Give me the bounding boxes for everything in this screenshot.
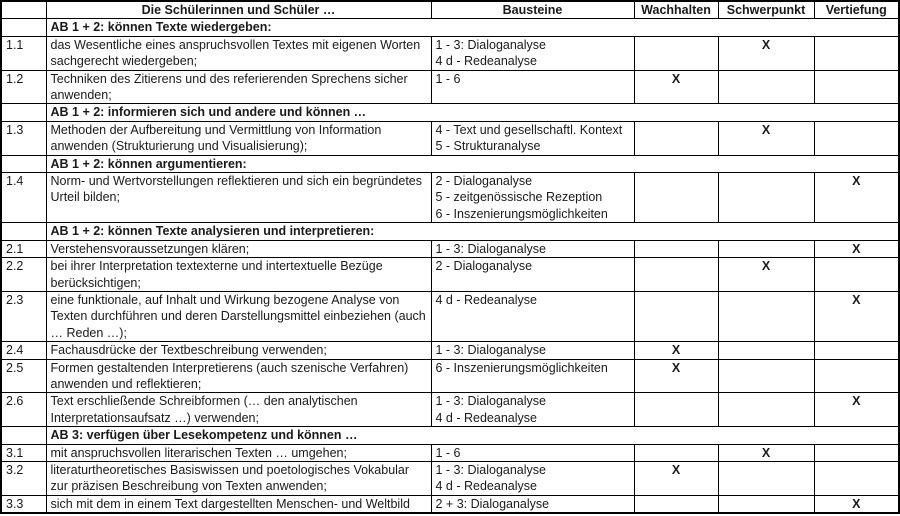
baustein-line: 2 - Dialoganalyse [435, 174, 533, 189]
row-number: 2.4 [1, 342, 46, 359]
schwerpunkt-mark [718, 359, 814, 393]
schwerpunkt-mark [718, 495, 814, 513]
header-wachhalten: Wachhalten [634, 1, 718, 19]
row-number: 2.6 [1, 393, 46, 427]
row-description: sich mit dem in einem Text dargestellten Menschen- und Weltbild [46, 495, 431, 513]
bausteine-cell [431, 495, 634, 513]
row-number: 3.1 [1, 444, 46, 461]
table-row [1, 291, 899, 341]
row-number: 3.3 [1, 495, 46, 513]
bausteine-cell [431, 70, 634, 104]
vertiefung-mark [814, 359, 899, 393]
vertiefung-mark: X [814, 393, 899, 427]
baustein-line: 6 - Inszenierungsmöglichkeiten [435, 206, 608, 221]
baustein-line: 2 - Dialoganalyse [435, 259, 533, 274]
section-number-cell [1, 104, 46, 121]
baustein-line: 1 - 3: Dialoganalyse [435, 462, 546, 477]
vertiefung-mark [814, 121, 899, 155]
bausteine-cell [431, 258, 634, 292]
table-row [1, 173, 899, 223]
baustein-line: 1 - 3: Dialoganalyse [435, 343, 546, 358]
baustein-line: 1 - 6 [435, 71, 461, 86]
wachhalten-mark [634, 240, 718, 257]
row-number: 1.1 [1, 36, 46, 70]
section-row [1, 155, 899, 172]
wachhalten-mark [634, 121, 718, 155]
baustein-line: 1 - 3: Dialoganalyse [435, 241, 546, 256]
wachhalten-mark [634, 291, 718, 341]
row-description: Methoden der Aufbereitung und Vermittlung von Information anwenden (Strukturierung und Visualisierung); [46, 121, 431, 155]
schwerpunkt-mark [718, 240, 814, 257]
baustein-line: 4 - Text und gesellschaftl. Kontext [435, 122, 623, 137]
vertiefung-mark [814, 444, 899, 461]
table-row [1, 121, 899, 155]
bausteine-cell [431, 444, 634, 461]
baustein-line: 2 + 3: Dialoganalyse [435, 496, 550, 511]
vertiefung-mark: X [814, 495, 899, 513]
table-row [1, 342, 899, 359]
table-row [1, 444, 899, 461]
bausteine-cell [431, 173, 634, 223]
row-description: Techniken des Zitierens und des referierenden Sprechens sicher anwenden; [46, 70, 431, 104]
table-row [1, 495, 899, 513]
row-number: 3.2 [1, 461, 46, 495]
wachhalten-mark [634, 173, 718, 223]
wachhalten-mark: X [634, 461, 718, 495]
bausteine-cell [431, 342, 634, 359]
section-label: AB 1 + 2: informieren sich und andere und können … [46, 104, 899, 121]
bausteine-cell [431, 240, 634, 257]
wachhalten-mark [634, 444, 718, 461]
header-row [1, 1, 899, 19]
baustein-line: 4 d - Redeanalyse [435, 479, 537, 494]
row-number: 2.1 [1, 240, 46, 257]
section-number-cell [1, 427, 46, 444]
vertiefung-mark: X [814, 173, 899, 223]
bausteine-cell [431, 291, 634, 341]
baustein-line: 1 - 3: Dialoganalyse [435, 37, 546, 52]
row-number: 2.5 [1, 359, 46, 393]
schwerpunkt-mark [718, 291, 814, 341]
baustein-line: 5 - zeitgenössische Rezeption [435, 190, 603, 205]
schwerpunkt-mark [718, 393, 814, 427]
wachhalten-mark: X [634, 342, 718, 359]
section-row [1, 19, 899, 36]
bausteine-cell [431, 359, 634, 393]
row-number: 2.2 [1, 258, 46, 292]
baustein-line: 5 - Strukturanalyse [435, 139, 541, 154]
table-row [1, 359, 899, 393]
section-number-cell [1, 155, 46, 172]
wachhalten-mark [634, 258, 718, 292]
header-bausteine: Bausteine [431, 1, 634, 19]
vertiefung-mark [814, 258, 899, 292]
row-description: Verstehensvoraussetzungen klären; [46, 240, 431, 257]
row-description: Norm- und Wertvorstellungen reflektieren und sich ein begründetes Urteil bilden; [46, 173, 431, 223]
table-row [1, 36, 899, 70]
wachhalten-mark [634, 495, 718, 513]
section-label: AB 1 + 2: können Texte wiedergeben: [46, 19, 899, 36]
header-number-cell [1, 1, 46, 19]
schwerpunkt-mark: X [718, 258, 814, 292]
header-vertiefung: Vertiefung [814, 1, 899, 19]
row-number: 1.2 [1, 70, 46, 104]
baustein-line: 4 d - Redeanalyse [435, 292, 537, 307]
baustein-line: 6 - Inszenierungsmöglichkeiten [435, 360, 608, 375]
section-label: AB 1 + 2: können argumentieren: [46, 155, 899, 172]
vertiefung-mark: X [814, 291, 899, 341]
row-description: mit anspruchsvollen literarischen Texten … umgehen; [46, 444, 431, 461]
row-description: das Wesentliche eines anspruchsvollen Textes mit eigenen Worten sachgerecht wiedergeben; [46, 36, 431, 70]
vertiefung-mark [814, 461, 899, 495]
vertiefung-mark [814, 36, 899, 70]
baustein-line: 1 - 6 [435, 445, 461, 460]
wachhalten-mark [634, 393, 718, 427]
baustein-line: 4 d - Redeanalyse [435, 54, 537, 69]
bausteine-cell [431, 461, 634, 495]
table-row [1, 461, 899, 495]
table-row [1, 240, 899, 257]
baustein-line: 1 - 3: Dialoganalyse [435, 394, 546, 409]
schwerpunkt-mark: X [718, 36, 814, 70]
wachhalten-mark: X [634, 359, 718, 393]
vertiefung-mark [814, 342, 899, 359]
row-description: Formen gestaltenden Interpretierens (auch szenische Verfahren) anwenden und reflektieren; [46, 359, 431, 393]
table-body [1, 19, 899, 513]
row-number: 2.3 [1, 291, 46, 341]
baustein-line: 4 d - Redeanalyse [435, 410, 537, 425]
schwerpunkt-mark [718, 70, 814, 104]
bausteine-cell [431, 36, 634, 70]
schwerpunkt-mark [718, 173, 814, 223]
section-number-cell [1, 19, 46, 36]
section-label: AB 3: verfügen über Lesekompetenz und können … [46, 427, 899, 444]
row-number: 1.4 [1, 173, 46, 223]
row-description: bei ihrer Interpretation textexterne und intertextuelle Bezüge berücksichtigen; [46, 258, 431, 292]
schwerpunkt-mark [718, 461, 814, 495]
section-row [1, 427, 899, 444]
row-description: Fachausdrücke der Textbeschreibung verwenden; [46, 342, 431, 359]
table-row [1, 70, 899, 104]
schwerpunkt-mark: X [718, 121, 814, 155]
row-number: 1.3 [1, 121, 46, 155]
bausteine-cell [431, 121, 634, 155]
table-row [1, 258, 899, 292]
vertiefung-mark [814, 70, 899, 104]
header-students: Die Schülerinnen und Schüler … [46, 1, 431, 19]
section-label: AB 1 + 2: können Texte analysieren und interpretieren: [46, 223, 899, 240]
section-number-cell [1, 223, 46, 240]
schwerpunkt-mark: X [718, 444, 814, 461]
table-row [1, 393, 899, 427]
row-description: Text erschließende Schreibformen (… den analytischen Interpretationsaufsatz …) verwenden; [46, 393, 431, 427]
row-description: eine funktionale, auf Inhalt und Wirkung bezogene Analyse von Texten durchführen und deren Darstellungsmittel einbeziehen (auch … Reden …); [46, 291, 431, 341]
section-row [1, 104, 899, 121]
schwerpunkt-mark [718, 342, 814, 359]
header-schwerpunkt: Schwerpunkt [718, 1, 814, 19]
row-description: literaturtheoretisches Basiswissen und poetologisches Vokabular zur präzisen Beschreibung von Texten anwenden; [46, 461, 431, 495]
section-row [1, 223, 899, 240]
bausteine-cell [431, 393, 634, 427]
wachhalten-mark [634, 36, 718, 70]
wachhalten-mark: X [634, 70, 718, 104]
vertiefung-mark: X [814, 240, 899, 257]
